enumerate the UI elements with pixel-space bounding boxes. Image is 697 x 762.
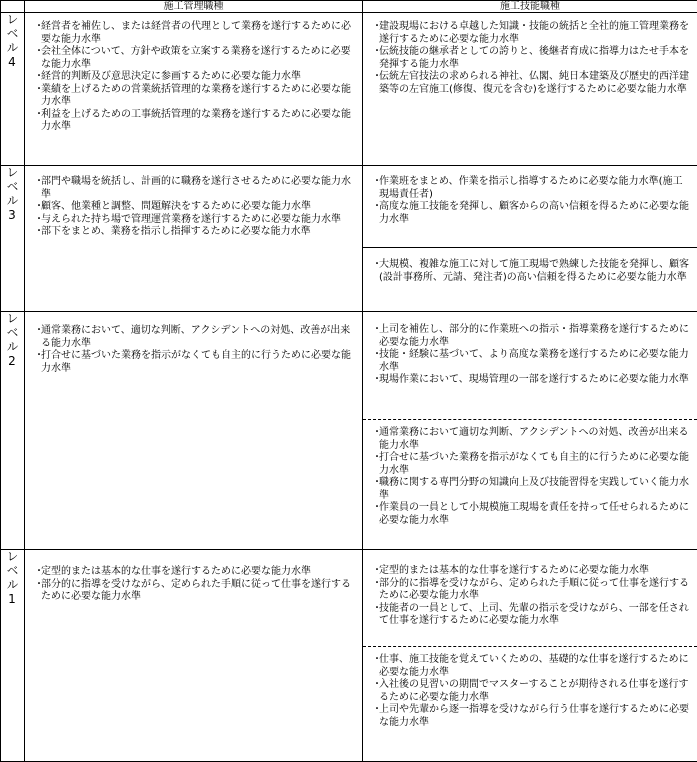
list-item: ・ 現場作業において、現場管理の一部を遂行するために必要な能力水準	[368, 374, 691, 387]
list-item: ・ 経営的判断及び意思決定に参画するために必要な能力水準	[30, 71, 356, 84]
level-2-label: レベル2	[5, 312, 19, 370]
level-2-technical-b-list	[368, 427, 691, 527]
level-3-label: レベル3	[5, 166, 19, 224]
level-3-technical-a	[363, 166, 697, 247]
level-1-label: レベル1	[5, 550, 19, 608]
list-item: ・ 伝統左官技法の求められる神社、仏閣、純日本建築及び歴史的西洋建築等の左官施工(修復、復元を含む)を遂行するために必要な能力水準	[368, 71, 691, 96]
level-4-technical-list	[368, 21, 691, 96]
level-2-technical-b	[363, 419, 697, 549]
header-technical: 施工技能職種	[363, 1, 697, 13]
level-4-label: レベル4	[5, 13, 19, 71]
list-item: ・ 与えられた持ち場で管理運営業務を遂行するために必要な能力水準	[30, 214, 356, 227]
list-item: ・ 顧客、他業種と調整、問題解決をするために必要な能力水準	[30, 201, 356, 214]
list-item: ・ 業績を上げるための営業統括管理的な業務を遂行するために必要な能力水準	[30, 84, 356, 109]
level-1-management-cell	[25, 550, 363, 762]
level-2-row	[1, 312, 697, 550]
level-2-label-cell	[1, 312, 25, 550]
level-2-technical-cell	[363, 312, 697, 550]
list-item: ・ 部下をまとめ、業務を指示し指揮するために必要な能力水準	[30, 226, 356, 239]
level-1-row	[1, 550, 697, 762]
level-4-row	[1, 13, 697, 166]
list-item: ・ 上司を補佐し、部分的に作業班への指示・指導業務を遂行するために必要な能力水準	[368, 324, 691, 349]
list-item: ・ 高度な施工技能を発揮し、顧客からの高い信頼を得るために必要な能力水準	[368, 201, 691, 226]
list-item: ・ 作業員の一員として小規模施工現場を責任を持って任せられるために必要な能力水準	[368, 502, 691, 527]
level-3-management-list	[30, 176, 356, 239]
level-4-label-cell	[1, 13, 25, 166]
list-item: ・ 仕事、施工技能を覚えていくための、基礎的な仕事を遂行するために必要な能力水準	[368, 654, 691, 679]
list-item: ・ 部分的に指導を受けながら、定められた手順に従って仕事を遂行するために必要な能力水準	[368, 578, 691, 603]
header-management: 施工管理職種	[25, 1, 363, 13]
level-3-technical-b	[363, 247, 697, 311]
list-item: ・ 作業班をまとめ、作業を指示し指導するために必要な能力水準(施工現場責任者)	[368, 176, 691, 201]
level-1-technical-a-list	[368, 565, 691, 628]
list-item: ・ 定型的または基本的な仕事を遂行するために必要な能力水準	[30, 566, 356, 579]
level-4-management-list	[30, 21, 356, 134]
level-1-technical-b	[363, 646, 697, 761]
list-item: ・ 通常業務において、適切な判断、アクシデントへの対処、改善が出来る能力水準	[30, 325, 356, 350]
list-item: ・ 入社後の見習いの期間でマスターすることが期待される仕事を遂行するために必要な能力水準	[368, 679, 691, 704]
list-item: ・ 伝統技能の継承者としての誇りと、後継者育成に指導力はたせ手本を発揮する能力水準	[368, 46, 691, 71]
level-2-management-list	[30, 325, 356, 375]
level-3-management-cell	[25, 166, 363, 312]
list-item: ・ 上司や先輩から逐一指導を受けながら行う仕事を遂行するために必要な能力水準	[368, 704, 691, 729]
level-4-management-cell	[25, 13, 363, 166]
level-2-technical-a-list	[368, 324, 691, 387]
list-item: ・ 大規模、複雑な施工に対して施工現場で熟練した技能を発揮し、顧客(設計事務所、元請、発注者)の高い信頼を得るために必要な能力水準	[368, 259, 691, 284]
list-item: ・ 部分的に指導を受けながら、定められた手順に従って仕事を遂行するために必要な能力水準	[30, 579, 356, 604]
header-row	[1, 1, 697, 13]
list-item: ・ 会社全体について、方針や政策を立案する業務を遂行するために必要な能力水準	[30, 46, 356, 71]
list-item: ・ 通常業務において適切な判断、アクシデントへの対処、改善が出来る能力水準	[368, 427, 691, 452]
level-2-technical-a	[363, 312, 697, 419]
level-2-management-cell	[25, 312, 363, 550]
level-3-technical-b-list	[368, 259, 691, 284]
list-item: ・ 利益を上げるための工事統括管理的な業務を遂行するために必要な能力水準	[30, 109, 356, 134]
list-item: ・ 打合せに基づいた業務を指示がなくても自主的に行うために必要な能力水準	[30, 350, 356, 375]
level-3-technical-cell	[363, 166, 697, 312]
list-item: ・ 建設現場における卓越した知識・技能の統括と全社的施工管理業務を遂行するために必要な能力水準	[368, 21, 691, 46]
level-1-management-list	[30, 566, 356, 604]
list-item: ・ 定型的または基本的な仕事を遂行するために必要な能力水準	[368, 565, 691, 578]
level-1-technical-a	[363, 550, 697, 646]
list-item: ・ 打合せに基づいた業務を指示がなくても自主的に行うために必要な能力水準	[368, 452, 691, 477]
level-4-technical-cell	[363, 13, 697, 166]
list-item: ・ 部門や職場を統括し、計画的に職務を遂行させるために必要な能力水準	[30, 176, 356, 201]
level-1-technical-cell	[363, 550, 697, 762]
level-3-label-cell	[1, 166, 25, 312]
list-item: ・ 技能者の一員として、上司、先輩の指示を受けながら、一部を任されて仕事を遂行するために必要な能力水準	[368, 603, 691, 628]
list-item: ・ 経営者を補佐し、または経営者の代理として業務を遂行するために必要な能力水準	[30, 21, 356, 46]
list-item: ・ 職務に関する専門分野の知識向上及び技能習得を実践していく能力水準	[368, 477, 691, 502]
header-corner	[1, 1, 25, 13]
list-item: ・ 技能・経験に基づいて、より高度な業務を遂行するために必要な能力水準	[368, 349, 691, 374]
level-1-label-cell	[1, 550, 25, 762]
level-3-row	[1, 166, 697, 312]
level-1-technical-b-list	[368, 654, 691, 729]
level-3-technical-a-list	[368, 176, 691, 226]
